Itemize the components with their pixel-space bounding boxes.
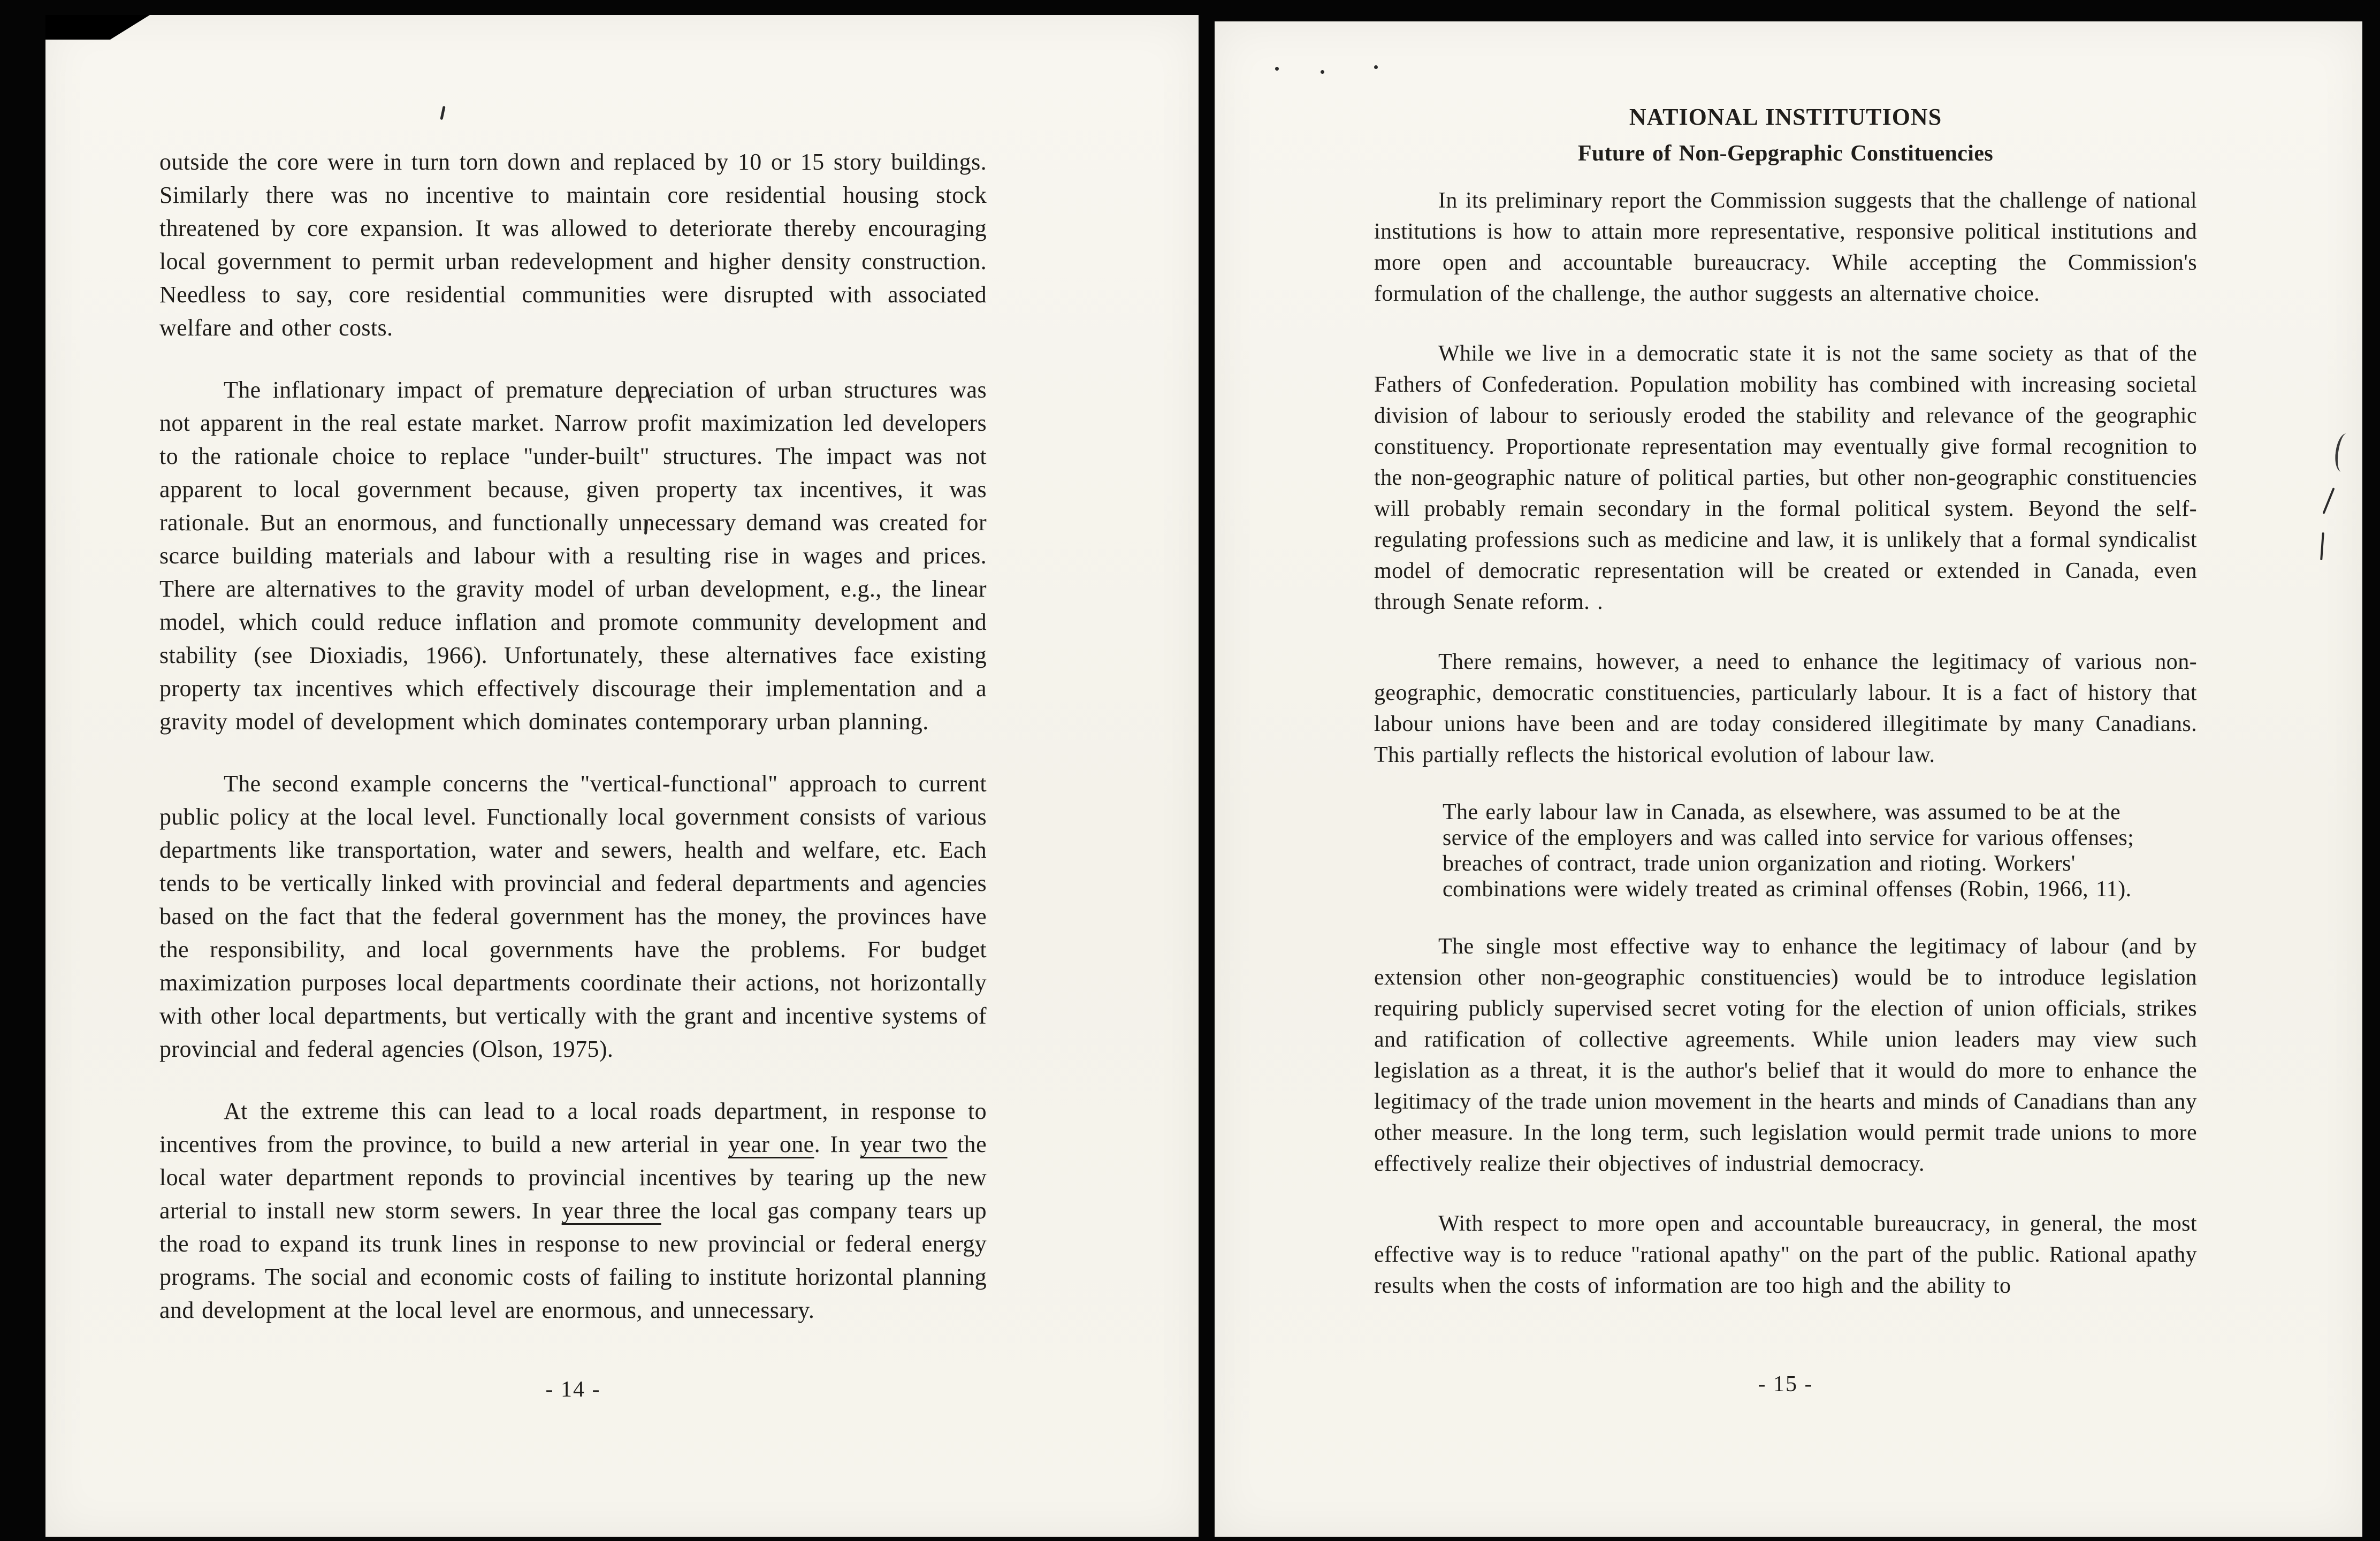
paragraph: With respect to more open and accountable bureaucracy, in general, the most effective way is to reduce "rational apathy" on the part of the public. Rational apathy results when the costs of information are too high and the ability to	[1374, 1211, 2197, 1298]
paragraph	[159, 1095, 987, 1327]
paragraph: While we live in a democratic state it is not the same society as that of the Fathers of Confederation. Population mobility has combined with increasing societal division of labour to seriously eroded the stability and relevance of the geographic constituency. Proportionate representation may eventually give formal recognition to the non-geographic nature of political parties, but other non-geographic constituencies will probably remain secondary in the formal political system. Beyond the self-regulating professions such as medicine and law, it is unlikely that a formal syndicalist model of democratic representation will be created or extended in Canada, even through Senate reform. .	[1374, 341, 2197, 614]
underlined-phrase: year two	[860, 1131, 948, 1157]
section-subheading: Future of Non-Gepgraphic Constituencies	[1577, 141, 1994, 166]
paragraph-text: . In	[814, 1131, 860, 1157]
scan-speck	[1275, 67, 1279, 71]
paragraph-text: the local gas company tears up the road to expand its trunk lines in response to new provincial or federal energy programs. The social and economic costs of failing to institute horizontal planning and development at the local level are enormous, and unnecessary.	[159, 1197, 987, 1323]
page-right-text	[1374, 102, 2197, 1301]
scan-corner-artifact	[45, 15, 150, 40]
paragraph: outside the core were in turn torn down and replaced by 10 or 15 story buildings. Similarly there was no incentive to maintain core residential housing stock threatened by core expansion. It was allowed to deteriorate thereby encouraging local government to permit urban redevelopment and higher density construction. Needless to say, core residential communities were disrupted with associated welfare and other costs.	[159, 149, 987, 341]
block-quote: The early labour law in Canada, as elsewhere, was assumed to be at the service of the employers and was called into service for various offenses; breaches of contract, trade union organization and rioting. Workers' combinations were widely treated as criminal offenses (Robin, 1966, 11).	[1443, 800, 2134, 902]
paragraph-text: the local water department reponds to provincial incentives by tearing up the new arterial to install new storm sewers. In	[159, 1131, 987, 1224]
page-left-text	[159, 146, 987, 1327]
page-right	[1215, 21, 2362, 1537]
paragraph: The inflationary impact of premature depreciation of urban structures was not apparent in the real estate market. Narrow profit maximization led developers to the rationale choice to replace "under-built" structures. The impact was not apparent to local government because, given property tax incentives, it was rationale. But an enormous, and functionally unnecessary demand was created for scarce building materials and labour with a resulting rise in wages and prices. There are alternatives to the gravity model of urban development, e.g., the linear model, which could reduce inflation and promote community development and stability (see Dioxiadis, 1966). Unfortunately, these alternatives face existing property tax incentives which effectively discourage their implementation and a gravity model of development which dominates contemporary urban planning.	[159, 377, 987, 735]
paragraph: The second example concerns the "vertical-functional" approach to current public policy at the local level. Functionally local government consists of various departments like transportation, water and sewers, health and welfare, etc. Each tends to be vertically linked with provincial and federal departments and agencies based on the fact that the federal government has the money, the provinces have the responsibility, and local governments have the problems. For budget maximization purposes local departments coordinate their actions, not horizontally with other local departments, but vertically with the grant and incentive systems of provincial and federal agencies (Olson, 1975).	[159, 771, 987, 1062]
section-heading: NATIONAL INSTITUTIONS	[1629, 104, 1942, 130]
underlined-phrase: year one	[728, 1131, 814, 1157]
underlined-phrase: year three	[561, 1197, 661, 1224]
paragraph: There remains, however, a need to enhance the legitimacy of various non-geographic, democratic constituencies, particularly labour. It is a fact of history that labour unions have been and are today considered illegitimate by many Canadians. This partially reflects the historical evolution of labour law.	[1374, 650, 2197, 767]
scan-speck	[2322, 487, 2335, 514]
paragraph: In its preliminary report the Commission suggests that the challenge of national institutions is how to attain more representative, responsive political institutions and more open and accountable bureaucracy. While accepting the Commission's formulation of the challenge, the author suggests an alternative choice.	[1374, 188, 2197, 306]
scan-speck	[2320, 532, 2324, 560]
scan-speck	[1321, 70, 1324, 74]
page-left	[45, 15, 1199, 1537]
scan-speck	[440, 106, 445, 120]
paragraph: The single most effective way to enhance the legitimacy of labour (and by extension other non-geographic constituencies) would be to introduce legislation requiring publicly supervised secret voting for the election of union officials, strikes and ratification of collective agreements. While union leaders may view such legislation as a threat, it is the author's belief that it would do more to enhance the legitimacy of the trade union movement in the hearts and minds of Canadians than any other measure. In the long term, such legislation would permit trade unions to more effectively realize their objectives of industrial democracy.	[1374, 934, 2197, 1176]
paragraph-text: At the extreme this can lead to a local roads department, in response to incentives from the province, to build a new arterial in	[159, 1098, 987, 1157]
scan-speck	[2333, 432, 2355, 473]
scan-speck	[1374, 65, 1378, 69]
page-number: - 14 -	[545, 1377, 601, 1402]
page-number: - 15 -	[1758, 1372, 1813, 1397]
